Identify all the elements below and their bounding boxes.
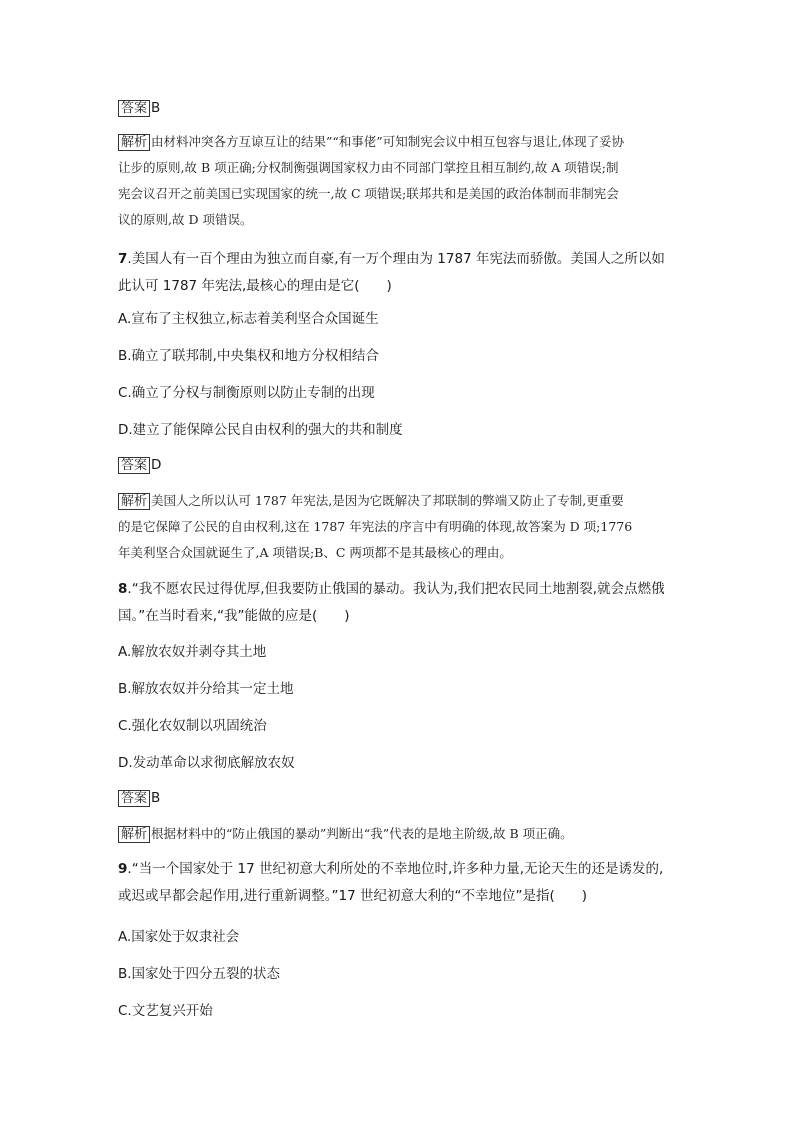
question-9-stem: 或迟或早都会起作用,进行重新调整。”17 世纪初意大利的“不幸地位”是指( ) <box>118 888 588 904</box>
analysis-label: 解析 <box>118 134 150 151</box>
question-9 <box>118 856 678 910</box>
question-7 <box>118 246 678 300</box>
explanation-6-line: 议的原则,故 D 项错误。 <box>118 212 253 227</box>
question-7-stem: .美国人有一百个理由为独立而自豪,有一万个理由为 1787 年宪法而骄傲。美国人之所以如 <box>127 251 665 267</box>
explanation-7-line: 年美利坚合众国就诞生了,A 项错误;B、C 两项都不是其最核心的理由。 <box>118 545 512 560</box>
explanation-6 <box>118 129 678 233</box>
question-8-stem: 国。”在当时看来,“我”能做的应是( ) <box>118 608 350 624</box>
option-8b: B.解放农奴并分给其一定土地 <box>118 681 294 697</box>
explanation-6-line: 由材料冲突各方互谅互让的结果”“和事佬”可知制宪会议中相互包容与退让,体现了妥协 <box>151 134 625 149</box>
option-7c: C.确立了分权与制衡原则以防止专制的出现 <box>118 385 375 401</box>
question-9-number: 9 <box>118 861 128 877</box>
option-7b: B.确立了联邦制,中央集权和地方分权相结合 <box>118 348 379 364</box>
answer-7 <box>118 456 678 474</box>
explanation-8-line: 根据材料中的“防止俄国的暴动”判断出“我”代表的是地主阶级,故 B 项正确。 <box>151 826 573 841</box>
answer-8-value: B <box>151 790 161 806</box>
option-9c: C.文艺复兴开始 <box>118 1003 213 1019</box>
analysis-label: 解析 <box>118 493 150 510</box>
question-7-number: 7 <box>118 251 128 267</box>
answer-label: 答案 <box>118 100 150 117</box>
option-7a: A.宣布了主权独立,标志着美利坚合众国诞生 <box>118 311 379 327</box>
question-7-stem: 此认可 1787 年宪法,最核心的理由是它( ) <box>118 278 392 294</box>
explanation-7-line: 美国人之所以认可 1787 年宪法,是因为它既解决了邦联制的弊端又防止了专制,更重要 <box>151 493 624 508</box>
option-8a: A.解放农奴并剥夺其土地 <box>118 644 267 660</box>
option-9a: A.国家处于奴隶社会 <box>118 929 240 945</box>
question-8-stem: .“我不愿农民过得优厚,但我要防止俄国的暴动。我认为,我们把农民同土地割裂,就会点燃俄 <box>127 581 665 597</box>
explanation-7 <box>118 488 678 566</box>
explanation-8 <box>118 821 678 847</box>
question-8-number: 8 <box>118 581 128 597</box>
explanation-6-line: 让步的原则,故 B 项正确;分权制衡强调国家权力由不同部门掌控且相互制约,故 A 项错误;制 <box>118 160 619 175</box>
question-8 <box>118 576 678 630</box>
option-8d: D.发动革命以求彻底解放农奴 <box>118 755 295 771</box>
answer-7-value: D <box>151 457 162 473</box>
answer-8 <box>118 789 678 807</box>
answer-6 <box>118 99 678 117</box>
explanation-6-line: 宪会议召开之前美国已实现国家的统一,故 C 项错误;联邦共和是美国的政治体制而非制宪会 <box>118 186 619 201</box>
answer-label: 答案 <box>118 790 150 807</box>
option-7d: D.建立了能保障公民自由权利的强大的共和制度 <box>118 422 403 438</box>
option-8c: C.强化农奴制以巩固统治 <box>118 718 267 734</box>
explanation-7-line: 的是它保障了公民的自由权利,这在 1787 年宪法的序言中有明确的体现,故答案为 D 项;1776 <box>118 519 633 534</box>
question-9-stem: .“当一个国家处于 17 世纪初意大利所处的不幸地位时,许多种力量,无论天生的还是诱发的, <box>127 861 664 877</box>
analysis-label: 解析 <box>118 826 150 843</box>
option-9b: B.国家处于四分五裂的状态 <box>118 966 281 982</box>
answer-6-value: B <box>151 100 161 116</box>
answer-label: 答案 <box>118 457 150 474</box>
